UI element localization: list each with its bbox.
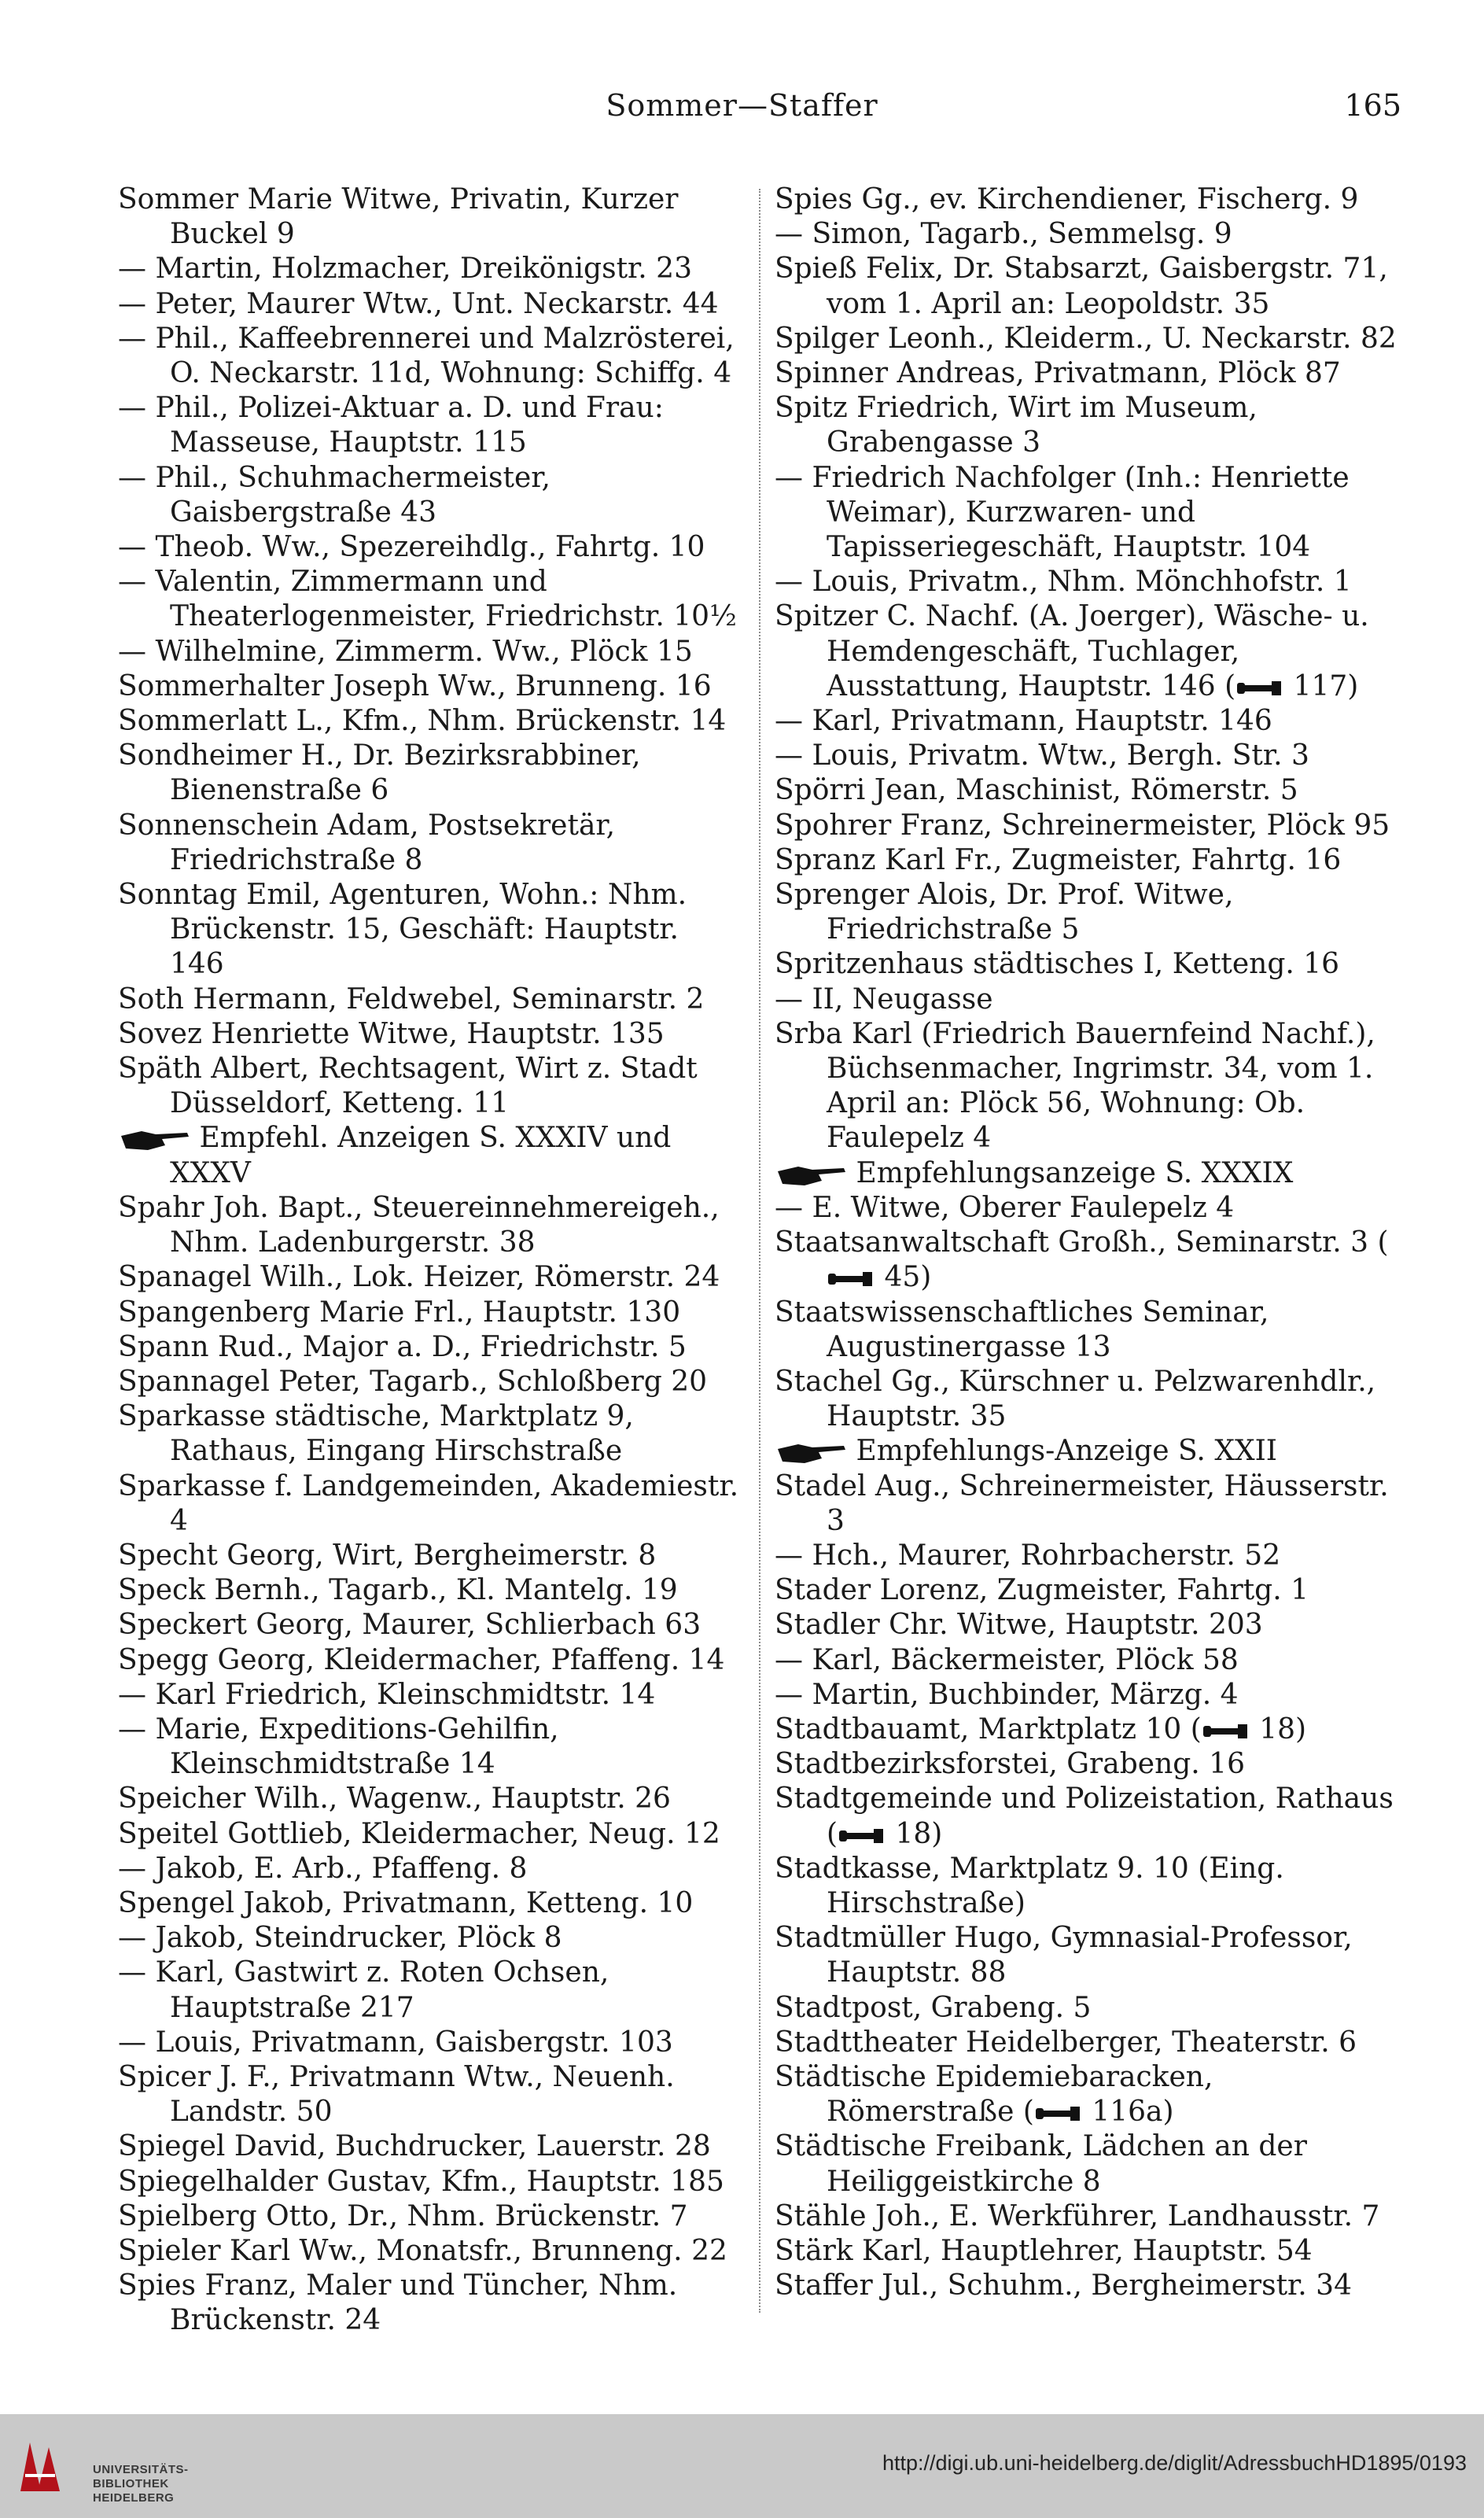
directory-entry: Spieß Felix, Dr. Stabsarzt, Gaisbergstr. 71, vom 1. April an: Leopoldstr. 35 [775, 253, 1388, 320]
directory-entry: Stadtkasse, Marktplatz 9. 10 (Eing. Hirschstraße) [775, 1852, 1284, 1919]
running-head: Sommer—Staffer [606, 88, 878, 123]
directory-entry: — Karl, Bäckermeister, Plöck 58 [775, 1643, 1239, 1676]
directory-entry: — Phil., Polizei-Aktuar a. D. und Frau: Masseuse, Hauptstr. 115 [118, 392, 664, 459]
directory-entry: Sparkasse städtische, Marktplatz 9, Rathaus, Eingang Hirschstraße [118, 1400, 634, 1468]
entry-text: Städtische Epidemiebaracken, Römerstraße ( [775, 2060, 1213, 2129]
logo-line: UNIVERSITÄTS- [93, 2463, 189, 2476]
directory-entry: — Karl Friedrich, Kleinschmidtstr. 14 [118, 1678, 656, 1711]
telephone-number: 18) [1250, 1712, 1307, 1746]
logo-line: BIBLIOTHEK [93, 2477, 169, 2490]
directory-entry: Spiegelhalder Gustav, Kfm., Hauptstr. 185 [118, 2165, 724, 2198]
telephone-icon [1235, 678, 1284, 699]
directory-entry: — E. Witwe, Oberer Faulepelz 4 [775, 1191, 1235, 1224]
directory-entry: Sprenger Alois, Dr. Prof. Witwe, Friedrichstraße 5 [775, 879, 1234, 946]
directory-entry: Stadtpost, Grabeng. 5 [775, 1991, 1092, 2024]
directory-entry: — Jakob, E. Arb., Pfaffeng. 8 [118, 1852, 528, 1885]
directory-entry: Spielberg Otto, Dr., Nhm. Brückenstr. 7 [118, 2199, 688, 2232]
university-library-logo[interactable] [14, 2436, 189, 2505]
directory-entry: Stachel Gg., Kürschner u. Pelzwarenhdlr., Hauptstr. 35 [775, 1365, 1376, 1433]
directory-entry: Speitel Gottlieb, Kleidermacher, Neug. 12 [118, 1817, 720, 1850]
directory-entry: Stadtbezirksforstei, Grabeng. 16 [775, 1748, 1245, 1781]
directory-entry: Sovez Henriette Witwe, Hauptstr. 135 [118, 1017, 665, 1050]
telephone-number: 45) [875, 1261, 932, 1294]
directory-entry [775, 1434, 1404, 1469]
source-url-link[interactable]: http://digi.ub.uni-heidelberg.de/diglit/AdressbuchHD1895/0193 [882, 2451, 1467, 2475]
directory-entry: Spanagel Wilh., Lok. Heizer, Römerstr. 24 [118, 1261, 720, 1294]
right-column [775, 182, 1404, 2303]
directory-entry: — Theob. Ww., Spezereihdlg., Fahrtg. 10 [118, 531, 705, 564]
directory-entry: Späth Albert, Rechtsagent, Wirt z. Stadt Düsseldorf, Ketteng. 11 [118, 1053, 698, 1120]
pointing-hand-icon [118, 1126, 190, 1153]
directory-entry: Spranz Karl Fr., Zugmeister, Fahrtg. 16 [775, 843, 1342, 876]
telephone-icon [838, 1826, 886, 1846]
logo-text [93, 2463, 189, 2505]
directory-entry: — Marie, Expeditions-Gehilfin, Kleinschmidtstraße 14 [118, 1712, 559, 1781]
directory-entry [118, 1121, 739, 1190]
directory-entry: — Louis, Privatm. Wtw., Bergh. Str. 3 [775, 739, 1309, 772]
directory-entry: — Hch., Maurer, Rohrbacherstr. 52 [775, 1539, 1281, 1572]
directory-entry: Srba Karl (Friedrich Bauernfeind Nachf.), Büchsenmacher, Ingrimstr. 34, vom 1. April an: Plöck 56, Wohnung: Ob. Faulepelz 4 [775, 1017, 1375, 1155]
directory-entry: Städtische Freibank, Lädchen an der Heiliggeistkirche 8 [775, 2130, 1307, 2198]
telephone-icon [827, 1269, 875, 1289]
directory-entry: Speck Bernh., Tagarb., Kl. Mantelg. 19 [118, 1574, 678, 1607]
logo-line: HEIDELBERG [93, 2491, 175, 2505]
directory-entry: Stadel Aug., Schreinermeister, Häusserstr. 3 [775, 1469, 1389, 1537]
advertisement-reference: Empfehlungs-Anzeige S. XXII [847, 1435, 1278, 1468]
directory-entry: Specht Georg, Wirt, Bergheimerstr. 8 [118, 1539, 657, 1572]
advertisement-reference: Empfehl. Anzeigen S. XXXIV und XXXV [170, 1122, 672, 1189]
directory-entry: — Karl, Privatmann, Hauptstr. 146 [775, 705, 1272, 738]
directory-entry: Spitz Friedrich, Wirt im Museum, Grabengasse 3 [775, 392, 1258, 459]
directory-entry: Staffer Jul., Schuhm., Bergheimerstr. 34 [775, 2269, 1352, 2302]
left-column [118, 182, 739, 2339]
directory-entry: — Wilhelmine, Zimmerm. Ww., Plöck 15 [118, 635, 693, 668]
column-divider [759, 189, 760, 2313]
footer-bar [0, 2414, 1484, 2518]
directory-entry: Stärk Karl, Hauptlehrer, Hauptstr. 54 [775, 2234, 1313, 2267]
directory-entry [775, 599, 1404, 704]
directory-entry: Spies Franz, Maler und Tüncher, Nhm. Brückenstr. 24 [118, 2269, 678, 2337]
page-number: 165 [1344, 88, 1401, 123]
directory-entry: Spritzenhaus städtisches I, Ketteng. 16 [775, 948, 1340, 981]
directory-entry: Spohrer Franz, Schreinermeister, Plöck 95 [775, 809, 1390, 842]
directory-entry: Staatswissenschaftliches Seminar, Augustinergasse 13 [775, 1296, 1269, 1363]
directory-entry: Spörri Jean, Maschinist, Römerstr. 5 [775, 774, 1298, 807]
telephone-number: 117) [1284, 669, 1359, 702]
directory-entry: Sommer Marie Witwe, Privatin, Kurzer Buckel 9 [118, 183, 679, 251]
directory-entry: Sonnenschein Adam, Postsekretär, Friedrichstraße 8 [118, 809, 616, 876]
directory-entry: Spann Rud., Major a. D., Friedrichstr. 5 [118, 1330, 687, 1363]
directory-entry: Spilger Leonh., Kleiderm., U. Neckarstr. 82 [775, 322, 1397, 355]
entry-text: Staatsanwaltschaft Großh., Seminarstr. 3 ( [775, 1226, 1389, 1259]
entry-text: Stadtbauamt, Marktplatz 10 ( [775, 1712, 1202, 1746]
directory-entry: Spangenberg Marie Frl., Hauptstr. 130 [118, 1296, 681, 1329]
directory-entry [775, 1156, 1404, 1191]
directory-entry: Sondheimer H., Dr. Bezirksrabbiner, Bienenstraße 6 [118, 739, 641, 807]
directory-entry: — II, Neugasse [775, 982, 993, 1016]
directory-entry: — Phil., Kaffeebrennerei und Malzrösterei, O. Neckarstr. 11d, Wohnung: Schiffg. 4 [118, 322, 735, 390]
directory-entry: Stader Lorenz, Zugmeister, Fahrtg. 1 [775, 1574, 1309, 1607]
telephone-icon [1202, 1721, 1250, 1742]
directory-entry: — Valentin, Zimmermann und Theaterlogenmeister, Friedrichstr. 10½ [118, 566, 737, 633]
library-emblem-icon [14, 2436, 69, 2496]
entry-text: Stadtgemeinde und Polizeistation, Rathaus ( [775, 1783, 1394, 1850]
directory-entry: Sommerlatt L., Kfm., Nhm. Brückenstr. 14 [118, 705, 727, 738]
directory-entry: Sommerhalter Joseph Ww., Brunneng. 16 [118, 669, 712, 702]
directory-entry: — Simon, Tagarb., Semmelsg. 9 [775, 218, 1232, 251]
directory-entry: Spieler Karl Ww., Monatsfr., Brunneng. 22 [118, 2234, 727, 2267]
directory-entry [775, 1712, 1404, 1747]
directory-entry: — Phil., Schuhmachermeister, Gaisbergstraße 43 [118, 461, 551, 529]
directory-entry: Sonntag Emil, Agenturen, Wohn.: Nhm. Brückenstr. 15, Geschäft: Hauptstr. 146 [118, 879, 687, 981]
directory-entry [775, 1226, 1404, 1295]
directory-entry: — Louis, Privatm., Nhm. Mönchhofstr. 1 [775, 566, 1352, 599]
directory-entry [775, 2060, 1404, 2129]
pointing-hand-icon [775, 1162, 847, 1189]
directory-entry: — Jakob, Steindrucker, Plöck 8 [118, 1922, 562, 1955]
telephone-number: 116a) [1082, 2096, 1174, 2129]
directory-entry: Spannagel Peter, Tagarb., Schloßberg 20 [118, 1365, 708, 1398]
directory-entry: Stadtmüller Hugo, Gymnasial-Professor, Hauptstr. 88 [775, 1922, 1353, 1989]
directory-entry: Spinner Andreas, Privatmann, Plöck 87 [775, 357, 1341, 390]
advertisement-reference: Empfehlungsanzeige S. XXXIX [847, 1156, 1294, 1189]
entry-text: Spitzer C. Nachf. (A. Joerger), Wäsche- u. Hemdengeschäft, Tuchlager, Ausstattung, Hauptstr. 146 ( [775, 600, 1369, 702]
directory-entry: Spegg Georg, Kleidermacher, Pfaffeng. 14 [118, 1643, 725, 1676]
directory-entry: Stähle Joh., E. Werkführer, Landhausstr. 7 [775, 2199, 1380, 2232]
pointing-hand-icon [775, 1440, 847, 1466]
directory-entry: Spicer J. F., Privatmann Wtw., Neuenh. Landstr. 50 [118, 2060, 675, 2129]
directory-entry: — Friedrich Nachfolger (Inh.: Henriette Weimar), Kurzwaren- und Tapisseriegeschäft, Hauptstr. 104 [775, 461, 1350, 564]
directory-entry [775, 1782, 1404, 1851]
directory-entry: Soth Hermann, Feldwebel, Seminarstr. 2 [118, 982, 705, 1016]
directory-entry: — Peter, Maurer Wtw., Unt. Neckarstr. 44 [118, 287, 719, 320]
directory-entry: Spiegel David, Buchdrucker, Lauerstr. 28 [118, 2130, 711, 2163]
telephone-icon [1034, 2103, 1083, 2124]
directory-entry: — Karl, Gastwirt z. Roten Ochsen, Hauptstraße 217 [118, 1956, 609, 2024]
directory-entry: Stadttheater Heidelberger, Theaterstr. 6 [775, 2026, 1357, 2059]
directory-entry: Spahr Joh. Bapt., Steuereinnehmereigeh., Nhm. Ladenburgerstr. 38 [118, 1191, 720, 1259]
directory-entry: Sparkasse f. Landgemeinden, Akademiestr. 4 [118, 1469, 739, 1537]
directory-entry: Spengel Jakob, Privatmann, Ketteng. 10 [118, 1886, 694, 1919]
page-header [0, 88, 1484, 135]
directory-entry: — Louis, Privatmann, Gaisbergstr. 103 [118, 2026, 673, 2059]
directory-entry: — Martin, Holzmacher, Dreikönigstr. 23 [118, 253, 692, 286]
directory-entry: — Martin, Buchbinder, Märzg. 4 [775, 1678, 1239, 1711]
directory-entry: Speicher Wilh., Wagenw., Hauptstr. 26 [118, 1783, 671, 1816]
directory-entry: Speckert Georg, Maurer, Schlierbach 63 [118, 1609, 701, 1642]
telephone-number: 18) [886, 1817, 943, 1850]
directory-entry: Spies Gg., ev. Kirchendiener, Fischerg. 9 [775, 183, 1359, 216]
directory-entry: Stadler Chr. Witwe, Hauptstr. 203 [775, 1609, 1263, 1642]
